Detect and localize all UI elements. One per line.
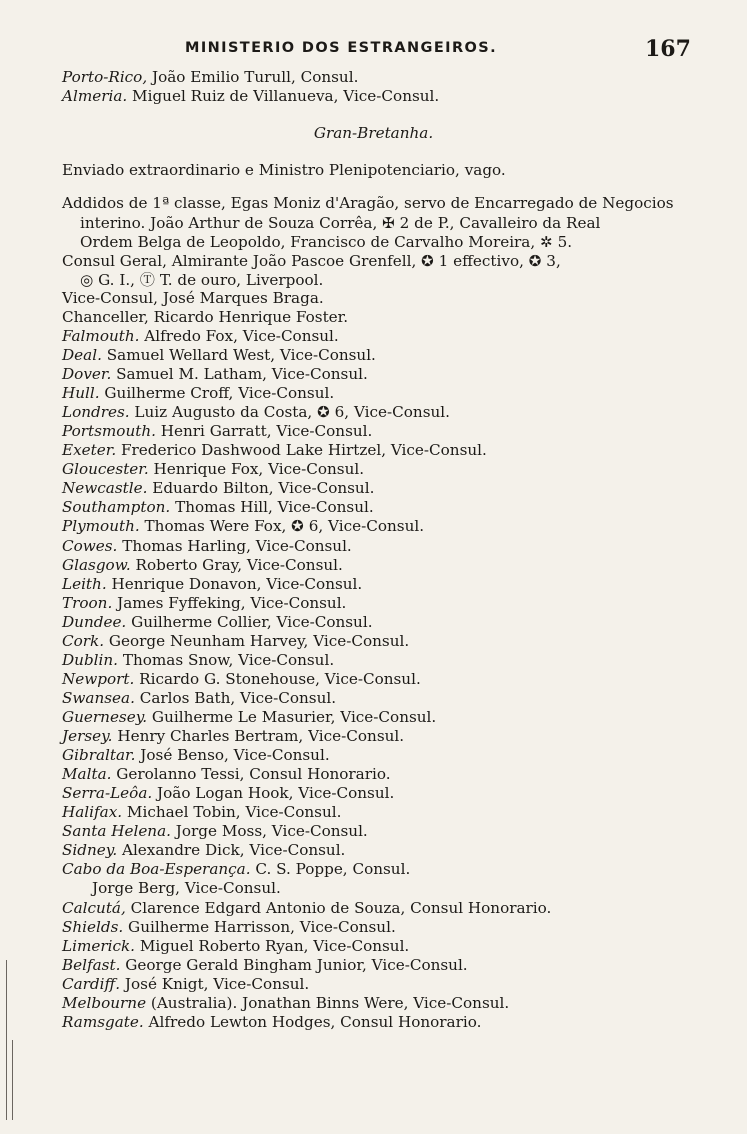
entry-location: Limerick. <box>62 937 135 955</box>
entry-location: Almeria. <box>62 87 128 105</box>
entry-line <box>62 632 409 651</box>
entry-line <box>62 308 348 327</box>
entry-line <box>62 289 324 308</box>
entry-location: Newport. <box>62 670 135 688</box>
entry-text: Carlos Bath, Vice-Consul. <box>134 689 337 707</box>
entry-location: Falmouth. <box>62 327 140 345</box>
entry-line <box>62 252 561 271</box>
entry-line <box>62 765 391 784</box>
entry-text: Samuel M. Latham, Vice-Consul. <box>111 365 368 383</box>
entry-line <box>62 746 330 765</box>
entry-line <box>62 994 509 1013</box>
entry-text: Enviado extraordinario e Ministro Plenipotenciario, vago. <box>62 161 506 179</box>
section-title <box>0 124 747 143</box>
entry-line <box>80 233 572 252</box>
entry-location: Santa Helena. <box>62 822 171 840</box>
entry-text: Thomas Snow, Vice-Consul. <box>118 651 335 669</box>
entry-location: Cardiff. <box>62 975 121 993</box>
left-margin-mark <box>12 1040 13 1120</box>
entry-location: Cork. <box>62 632 105 650</box>
entry-text: Thomas Harling, Vice-Consul. <box>117 537 352 555</box>
entry-text: Clarence Edgard Antonio de Souza, Consul Honorario. <box>125 899 552 917</box>
entry-text: Thomas Were Fox, ✪ 6, Vice-Consul. <box>139 517 425 535</box>
entry-location: Porto-Rico, <box>62 68 148 86</box>
entry-location: Troon. <box>62 594 113 612</box>
page-number: 167 <box>645 36 691 62</box>
entry-location: Serra-Leôa. <box>62 784 153 802</box>
entry-text: Eduardo Bilton, Vice-Consul. <box>147 479 375 497</box>
entry-text: Ricardo G. Stonehouse, Vice-Consul. <box>134 670 421 688</box>
entry-text: Miguel Ruiz de Villanueva, Vice-Consul. <box>127 87 440 105</box>
entry-location: Exeter. <box>62 441 117 459</box>
entry-location: Cabo da Boa-Esperança. <box>62 860 251 878</box>
entry-line <box>62 441 487 460</box>
entry-location: Sidney. <box>62 841 118 859</box>
entry-text: José Knigt, Vice-Consul. <box>120 975 310 993</box>
entry-text: interino. João Arthur de Souza Corrêa, ✠ 2 de P., Cavalleiro da Real <box>80 214 601 232</box>
entry-location: Londres. <box>62 403 130 421</box>
entry-location: Calcutá, <box>62 899 126 917</box>
entry-line <box>62 537 352 556</box>
entry-line <box>62 161 506 180</box>
page-header <box>0 38 747 66</box>
entry-line <box>62 556 343 575</box>
entry-line <box>62 460 364 479</box>
entry-location: Dundee. <box>62 613 127 631</box>
entry-line <box>62 975 309 994</box>
entry-text: James Fyffeking, Vice-Consul. <box>112 594 347 612</box>
entry-location: Ramsgate. <box>62 1013 144 1031</box>
entry-line <box>62 937 409 956</box>
entry-line <box>62 689 336 708</box>
entry-text: Henri Garratt, Vice-Consul. <box>155 422 373 440</box>
entry-line <box>80 214 600 233</box>
entry-location: Portsmouth. <box>62 422 156 440</box>
left-margin-mark <box>6 960 7 1120</box>
entry-line <box>62 613 373 632</box>
entry-line <box>80 271 323 290</box>
entry-text: Ordem Belga de Leopoldo, Francisco de Carvalho Moreira, ✲ 5. <box>80 233 573 251</box>
entry-location: Gibraltar. <box>62 746 136 764</box>
entry-location: Glasgow. <box>62 556 131 574</box>
entry-line <box>62 651 334 670</box>
entry-text: Vice-Consul, José Marques Braga. <box>62 289 324 307</box>
entry-text: Alfredo Lewton Hodges, Consul Honorario. <box>143 1013 482 1031</box>
entry-text: Addidos de 1ª classe, Egas Moniz d'Aragão, servo de Encarregado de Negocios <box>62 194 674 212</box>
entry-line <box>62 670 421 689</box>
entry-line <box>62 860 410 879</box>
entry-text: Michael Tobin, Vice-Consul. <box>122 803 342 821</box>
entry-line <box>62 803 341 822</box>
entry-line <box>62 918 396 937</box>
entry-location: Halifax. <box>62 803 123 821</box>
entry-text: Guilherme Croff, Vice-Consul. <box>99 384 335 402</box>
entry-line <box>62 594 346 613</box>
entry-location: Dover. <box>62 365 112 383</box>
entry-line <box>62 87 439 106</box>
entry-text: George Neunham Harvey, Vice-Consul. <box>104 632 410 650</box>
entry-line <box>62 822 368 841</box>
entry-text: Consul Geral, Almirante João Pascoe Grenfell, ✪ 1 effectivo, ✪ 3, <box>62 252 561 270</box>
entry-text: Jorge Berg, Vice-Consul. <box>92 879 281 897</box>
entry-text: Roberto Gray, Vice-Consul. <box>130 556 343 574</box>
entry-line <box>62 327 339 346</box>
entry-location: Deal. <box>62 346 102 364</box>
entry-text: (Australia). Jonathan Binns Were, Vice-Consul. <box>146 994 510 1012</box>
entry-line <box>62 956 468 975</box>
entry-line <box>62 1013 481 1032</box>
entry-location: Shields. <box>62 918 124 936</box>
entry-line <box>62 899 551 918</box>
entry-text: Chanceller, Ricardo Henrique Foster. <box>62 308 349 326</box>
entry-text: Henrique Fox, Vice-Consul. <box>148 460 365 478</box>
entry-location: Melbourne <box>62 994 147 1012</box>
entry-line <box>92 879 281 898</box>
entry-text: Frederico Dashwood Lake Hirtzel, Vice-Consul. <box>116 441 487 459</box>
entry-line <box>62 384 334 403</box>
entry-text: Guilherme Collier, Vice-Consul. <box>126 613 373 631</box>
entry-text: Thomas Hill, Vice-Consul. <box>170 498 374 516</box>
entry-line <box>62 479 374 498</box>
entry-location: Plymouth. <box>62 517 140 535</box>
entry-location: Swansea. <box>62 689 135 707</box>
entry-line <box>62 708 436 727</box>
entry-line <box>62 517 424 536</box>
entry-text: Henrique Donavon, Vice-Consul. <box>106 575 363 593</box>
entry-text: Samuel Wellard West, Vice-Consul. <box>101 346 376 364</box>
entry-location: Belfast. <box>62 956 121 974</box>
entry-line <box>62 575 362 594</box>
entry-location: Jersey. <box>62 727 113 745</box>
entry-location: Leith. <box>62 575 107 593</box>
entry-text: George Gerald Bingham Junior, Vice-Consul. <box>120 956 468 974</box>
entry-text: Jorge Moss, Vice-Consul. <box>170 822 368 840</box>
entry-line <box>62 727 404 746</box>
entry-text: João Emilio Turull, Consul. <box>147 68 359 86</box>
entry-line <box>62 422 372 441</box>
entry-line <box>62 841 345 860</box>
entry-text: Guilherme Harrisson, Vice-Consul. <box>123 918 396 936</box>
entry-location: Gloucester. <box>62 460 149 478</box>
entry-line <box>62 68 358 87</box>
entry-location: Cowes. <box>62 537 118 555</box>
entry-text: João Logan Hook, Vice-Consul. <box>152 784 395 802</box>
entry-text: Gerolanno Tessi, Consul Honorario. <box>111 765 391 783</box>
entry-text: Alexandre Dick, Vice-Consul. <box>117 841 346 859</box>
entry-line <box>62 346 376 365</box>
running-head: MINISTERIO DOS ESTRANGEIROS. <box>185 40 497 56</box>
entry-location: Newcastle. <box>62 479 148 497</box>
entry-line <box>62 365 368 384</box>
entry-text: José Benso, Vice-Consul. <box>135 746 330 764</box>
section-title-text: Gran-Bretanha. <box>313 124 434 142</box>
entry-line <box>62 784 394 803</box>
entry-text: C. S. Poppe, Consul. <box>250 860 411 878</box>
entry-line <box>62 498 374 517</box>
entry-text: Luiz Augusto da Costa, ✪ 6, Vice-Consul. <box>129 403 450 421</box>
entry-location: Southampton. <box>62 498 171 516</box>
entry-text: Guilherme Le Masurier, Vice-Consul. <box>147 708 437 726</box>
entry-line <box>62 194 674 213</box>
entry-location: Malta. <box>62 765 112 783</box>
entry-location: Guernesey. <box>62 708 148 726</box>
entry-location: Dublin. <box>62 651 119 669</box>
entry-text: Miguel Roberto Ryan, Vice-Consul. <box>135 937 410 955</box>
entry-location: Hull. <box>62 384 100 402</box>
entry-text: Henry Charles Bertram, Vice-Consul. <box>112 727 405 745</box>
entry-text: ◎ G. I., Ⓣ T. de ouro, Liverpool. <box>80 271 324 289</box>
entry-line <box>62 403 450 422</box>
entry-text: Alfredo Fox, Vice-Consul. <box>139 327 339 345</box>
